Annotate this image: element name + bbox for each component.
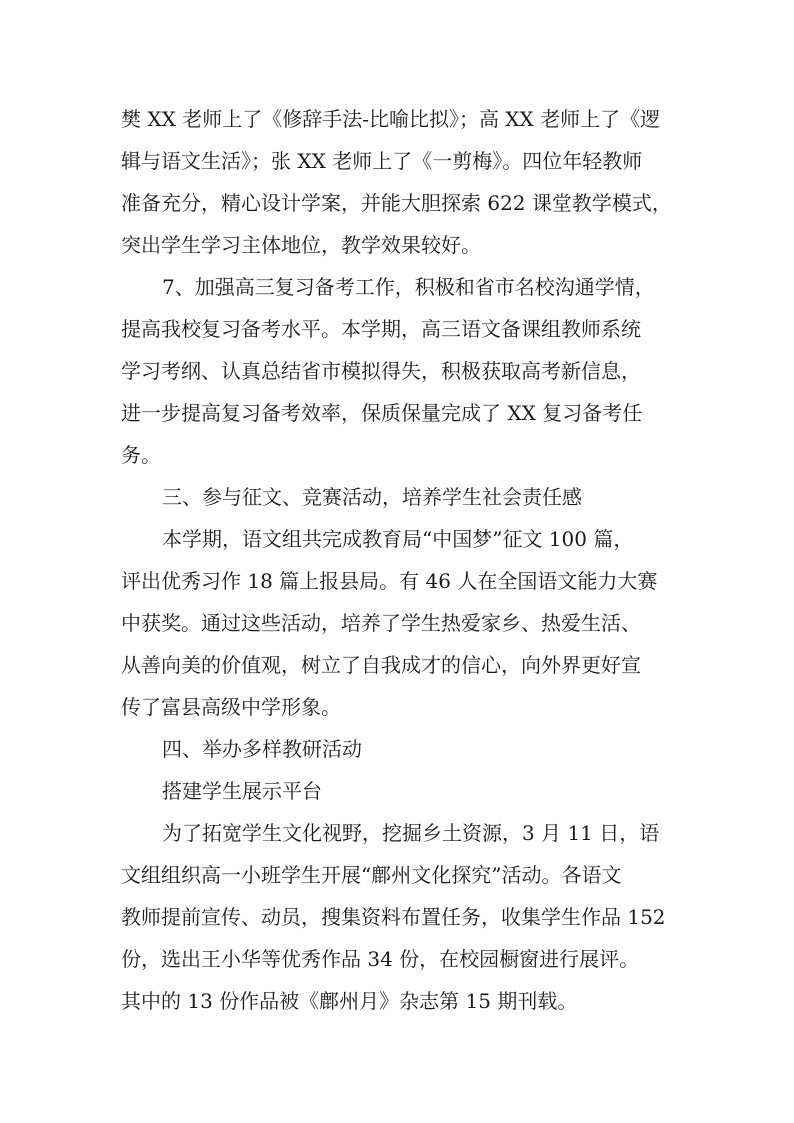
text-line: 从善向美的价值观，树立了自我成才的信心，向外界更好宣 bbox=[121, 653, 641, 677]
text-line: 本学期，语文组共完成教育局“中国梦”征文 100 篇， bbox=[162, 527, 634, 551]
section-subheading: 搭建学生展示平台 bbox=[162, 779, 322, 803]
text-line: 传了富县高级中学形象。 bbox=[121, 695, 341, 719]
text-line: 份，选出王小华等优秀作品 34 份，在校园橱窗进行展评。 bbox=[121, 947, 640, 971]
text-line: 评出优秀习作 18 篇上报县局。有 46 人在全国语文能力大赛 bbox=[121, 569, 658, 593]
text-line: 准备充分，精心设计学案，并能大胆探索 622 课堂教学模式， bbox=[121, 191, 672, 215]
text-line: 为了拓宽学生文化视野，挖掘乡土资源，3 月 11 日，语 bbox=[162, 821, 660, 845]
text-line: 突出学生学习主体地位，教学效果较好。 bbox=[121, 233, 481, 257]
text-line: 文组组织高一小班学生开展“鄜州文化探究”活动。各语文 bbox=[121, 863, 622, 887]
text-line: 教师提前宣传、动员，搜集资料布置任务，收集学生作品 152 bbox=[121, 905, 666, 929]
section-heading: 三、参与征文、竞赛活动，培养学生社会责任感 bbox=[162, 485, 582, 509]
text-line: 务。 bbox=[121, 443, 161, 467]
text-line: 进一步提高复习备考效率，保质保量完成了 XX 复习备考任 bbox=[121, 401, 643, 425]
text-line: 辑与语文生活》；张 XX 老师上了《一剪梅》。四位年轻教师 bbox=[121, 149, 643, 173]
text-line: 学习考纲、认真总结省市模拟得失，积极获取高考新信息， bbox=[121, 359, 641, 383]
text-line: 其中的 13 份作品被《鄜州月》杂志第 15 期刊载。 bbox=[121, 989, 578, 1013]
text-line: 7、加强高三复习备考工作，积极和省市名校沟通学情， bbox=[162, 275, 655, 299]
text-line: 樊 XX 老师上了《修辞手法-比喻比拟》；高 XX 老师上了《逻 bbox=[121, 107, 661, 131]
section-heading: 四、举办多样教研活动 bbox=[162, 737, 362, 761]
text-line: 中获奖。通过这些活动，培养了学生热爱家乡、热爱生活、 bbox=[121, 611, 641, 635]
text-line: 提高我校复习备考水平。本学期，高三语文备课组教师系统 bbox=[121, 317, 641, 341]
